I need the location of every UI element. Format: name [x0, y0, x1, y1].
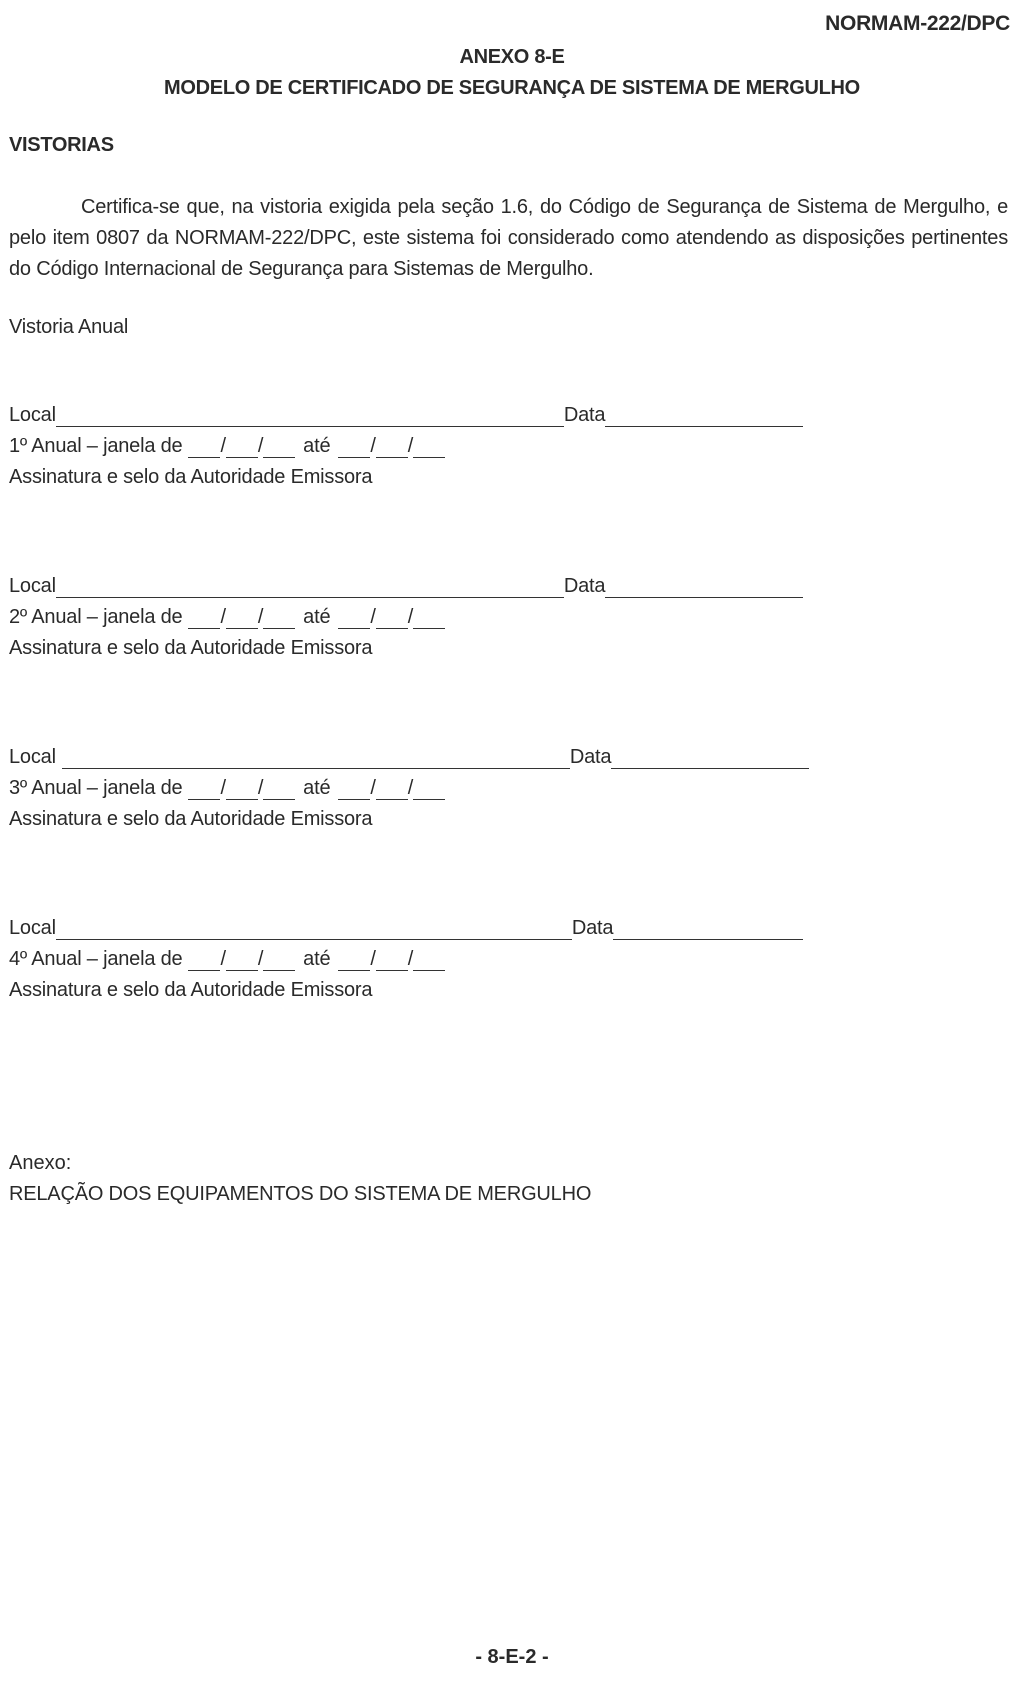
until-label: até [303, 435, 331, 457]
local-date-row [9, 571, 889, 602]
local-field[interactable] [56, 406, 564, 427]
annex-label: Anexo: [9, 1152, 72, 1174]
local-date-row [9, 742, 889, 773]
window-end-date-field[interactable]: / / [338, 773, 445, 804]
certification-paragraph: Certifica-se que, na vistoria exigida pela seção 1.6, do Código de Segurança de Sistema de Mergulho, e pelo item 0807 da NORMAM-222/DPC, este sistema foi considerado como atendendo as disposições pertinentes do Código Internacional de Segurança para Sistemas de Mergulho. [9, 196, 1008, 280]
window-label: 4º Anual – janela de [9, 948, 183, 970]
local-field[interactable] [56, 577, 564, 598]
window-row [9, 944, 889, 975]
local-label: Local [9, 746, 56, 768]
window-end-date-field[interactable]: / / [338, 431, 445, 462]
until-label: até [303, 948, 331, 970]
window-start-date-field[interactable]: / / [188, 773, 295, 804]
window-label: 3º Anual – janela de [9, 777, 183, 799]
local-label: Local [9, 917, 56, 939]
until-label: até [303, 777, 331, 799]
date-label: Data [569, 746, 612, 768]
section-heading: VISTORIAS [9, 134, 114, 156]
window-start-date-field[interactable]: / / [188, 944, 295, 975]
signature-label: Assinatura e selo da Autoridade Emissora [9, 808, 373, 830]
date-field[interactable] [611, 748, 809, 769]
survey-block [9, 400, 889, 493]
annex-title: ANEXO 8-E [459, 46, 565, 68]
window-row [9, 773, 889, 804]
page-number: - 8-E-2 - [475, 1646, 549, 1668]
window-row [9, 602, 889, 633]
local-label: Local [9, 404, 56, 426]
signature-label: Assinatura e selo da Autoridade Emissora [9, 466, 373, 488]
survey-block [9, 913, 889, 1006]
survey-block [9, 571, 889, 664]
certificate-model-title: MODELO DE CERTIFICADO DE SEGURANÇA DE SISTEMA DE MERGULHO [164, 77, 860, 99]
date-label: Data [563, 575, 606, 597]
local-date-row [9, 400, 889, 431]
signature-label: Assinatura e selo da Autoridade Emissora [9, 979, 373, 1001]
document-code: NORMAM-222/DPC [825, 12, 1010, 35]
until-label: até [303, 606, 331, 628]
local-label: Local [9, 575, 56, 597]
annual-survey-heading: Vistoria Anual [9, 316, 129, 338]
window-end-date-field[interactable]: / / [338, 602, 445, 633]
survey-block [9, 742, 889, 835]
window-start-date-field[interactable]: / / [188, 431, 295, 462]
local-field[interactable] [62, 748, 570, 769]
window-row [9, 431, 889, 462]
window-start-date-field[interactable]: / / [188, 602, 295, 633]
date-field[interactable] [605, 577, 803, 598]
window-label: 2º Anual – janela de [9, 606, 183, 628]
window-end-date-field[interactable]: / / [338, 944, 445, 975]
local-date-row [9, 913, 889, 944]
date-field[interactable] [605, 406, 803, 427]
date-label: Data [563, 404, 606, 426]
date-label: Data [571, 917, 614, 939]
window-label: 1º Anual – janela de [9, 435, 183, 457]
annex-equipment-list-title: RELAÇÃO DOS EQUIPAMENTOS DO SISTEMA DE MERGULHO [9, 1183, 592, 1205]
local-field[interactable] [56, 919, 572, 940]
signature-label: Assinatura e selo da Autoridade Emissora [9, 637, 373, 659]
title-block [0, 42, 1024, 104]
date-field[interactable] [613, 919, 803, 940]
